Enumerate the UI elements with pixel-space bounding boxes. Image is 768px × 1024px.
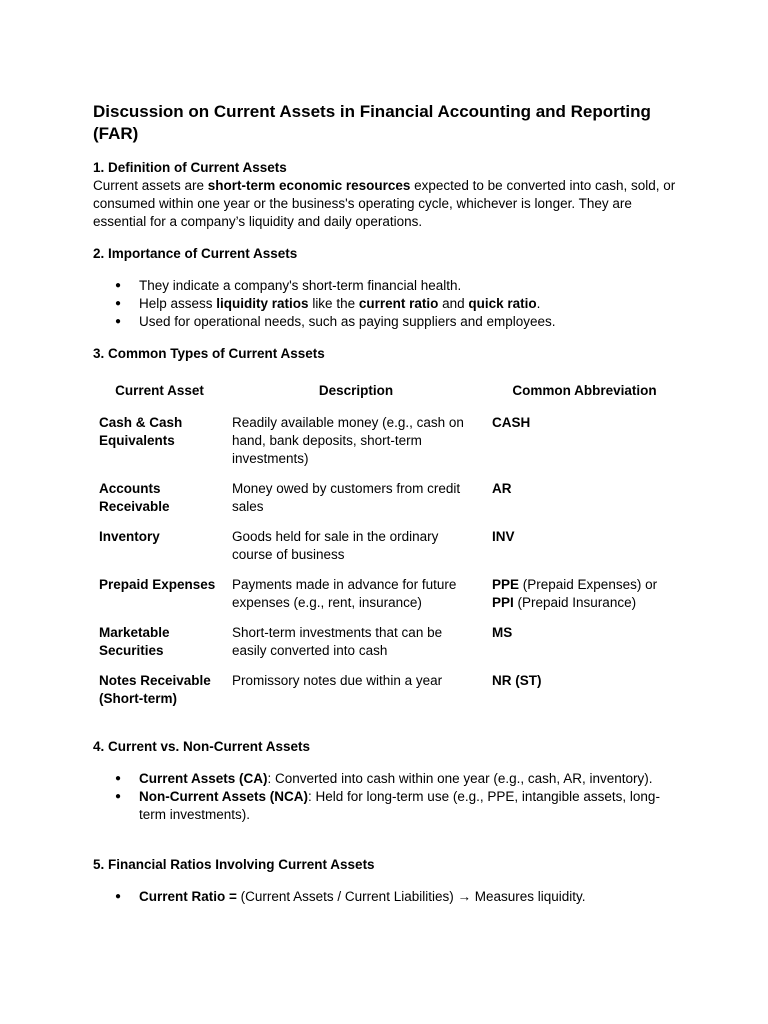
- abbreviation-cell: CASH: [492, 415, 531, 430]
- description-cell: Readily available money (e.g., cash on hand, bank deposits, short-term investments): [232, 415, 464, 466]
- abbreviation-cell: AR: [492, 481, 512, 496]
- abbreviation-cell: INV: [492, 529, 515, 544]
- s2-b2-bold1: liquidity ratios: [216, 296, 309, 311]
- s4-b2-text: : Held for long-term use (e.g., PPE, intangible assets, long-term investments).: [139, 789, 660, 822]
- abbr-ppi: PPI: [492, 595, 514, 610]
- table-row: [93, 672, 683, 720]
- s2-bullet-3-text: Used for operational needs, such as paying suppliers and employees.: [139, 314, 556, 329]
- asset-cell: Accounts Receivable: [99, 481, 170, 514]
- section-2-heading: 2. Importance of Current Assets: [93, 246, 298, 261]
- list-item: [93, 295, 683, 313]
- abbreviation-cell: NR (ST): [492, 673, 542, 688]
- column-header-description: Description: [318, 383, 394, 398]
- current-assets-table: [93, 382, 683, 720]
- asset-cell: Marketable Securities: [99, 625, 170, 658]
- s4-b1-text: : Converted into cash within one year (e.g., cash, AR, inventory).: [267, 771, 653, 786]
- section-1-paragraph: [93, 177, 683, 231]
- description-cell: Short-term investments that can be easily converted into cash: [232, 625, 443, 658]
- description-cell: Promissory notes due within a year: [232, 673, 443, 688]
- s1-text-post: expected to be converted into cash, sold, or consumed within one year or the business's operating cycle, whichever is longer. They are essential for a company’s liquidity and daily operations.: [93, 178, 676, 229]
- list-item: [93, 888, 683, 906]
- table-row: [93, 624, 683, 672]
- s4-b2-bold: Non-Current Assets (NCA): [139, 789, 309, 804]
- list-item: [93, 770, 683, 788]
- table-header-row: [93, 382, 683, 414]
- abbr-ppe: PPE: [492, 577, 520, 592]
- s5-b1-bold: Current Ratio =: [139, 889, 237, 904]
- asset-cell: Inventory: [99, 529, 160, 544]
- s2-b2-bold2: current ratio: [358, 296, 439, 311]
- list-item: [93, 313, 683, 331]
- abbr-ppe-text: (Prepaid Expenses) or: [519, 577, 658, 592]
- s2-b2-end: .: [536, 296, 541, 311]
- s2-b2-and: and: [438, 296, 469, 311]
- section-4-list: [93, 770, 683, 824]
- s2-b2-pre: Help assess: [139, 296, 217, 311]
- s2-b2-bold3: quick ratio: [468, 296, 537, 311]
- s2-b2-mid: like the: [308, 296, 359, 311]
- description-cell: Money owed by customers from credit sales: [232, 481, 461, 514]
- abbreviation-cell: [486, 576, 683, 624]
- section-1-heading: 1. Definition of Current Assets: [93, 160, 287, 175]
- column-header-asset: Current Asset: [115, 383, 204, 398]
- section-5-heading: 5. Financial Ratios Involving Current Assets: [93, 857, 375, 872]
- section-2-list: [93, 277, 683, 331]
- section-4-heading: 4. Current vs. Non-Current Assets: [93, 739, 311, 754]
- description-cell: Payments made in advance for future expenses (e.g., rent, insurance): [232, 577, 457, 610]
- section-5-list: [93, 888, 683, 906]
- column-header-abbreviation: Common Abbreviation: [512, 383, 657, 398]
- table-row: [93, 528, 683, 576]
- description-cell: Goods held for sale in the ordinary course of business: [232, 529, 439, 562]
- asset-cell: Cash & Cash Equivalents: [99, 415, 183, 448]
- asset-cell: Prepaid Expenses: [99, 577, 216, 592]
- table-row: [93, 480, 683, 528]
- asset-cell: Notes Receivable (Short-term): [99, 673, 211, 706]
- list-item: [93, 277, 683, 295]
- s1-text-pre: Current assets are: [93, 178, 208, 193]
- s4-b1-bold: Current Assets (CA): [139, 771, 268, 786]
- document-title: Discussion on Current Assets in Financial Accounting and Reporting (FAR): [93, 102, 651, 143]
- s5-b1-text: (Current Assets / Current Liabilities) → Measures liquidity.: [236, 889, 586, 904]
- section-3-heading: 3. Common Types of Current Assets: [93, 346, 325, 361]
- abbr-ppi-text: (Prepaid Insurance): [513, 595, 637, 610]
- abbreviation-cell: MS: [492, 625, 513, 640]
- table-row: [93, 414, 683, 480]
- s2-bullet-1-text: They indicate a company's short-term financial health.: [139, 278, 462, 293]
- list-item: [93, 788, 683, 824]
- s1-text-bold: short-term economic resources: [207, 178, 411, 193]
- table-row: [93, 576, 683, 624]
